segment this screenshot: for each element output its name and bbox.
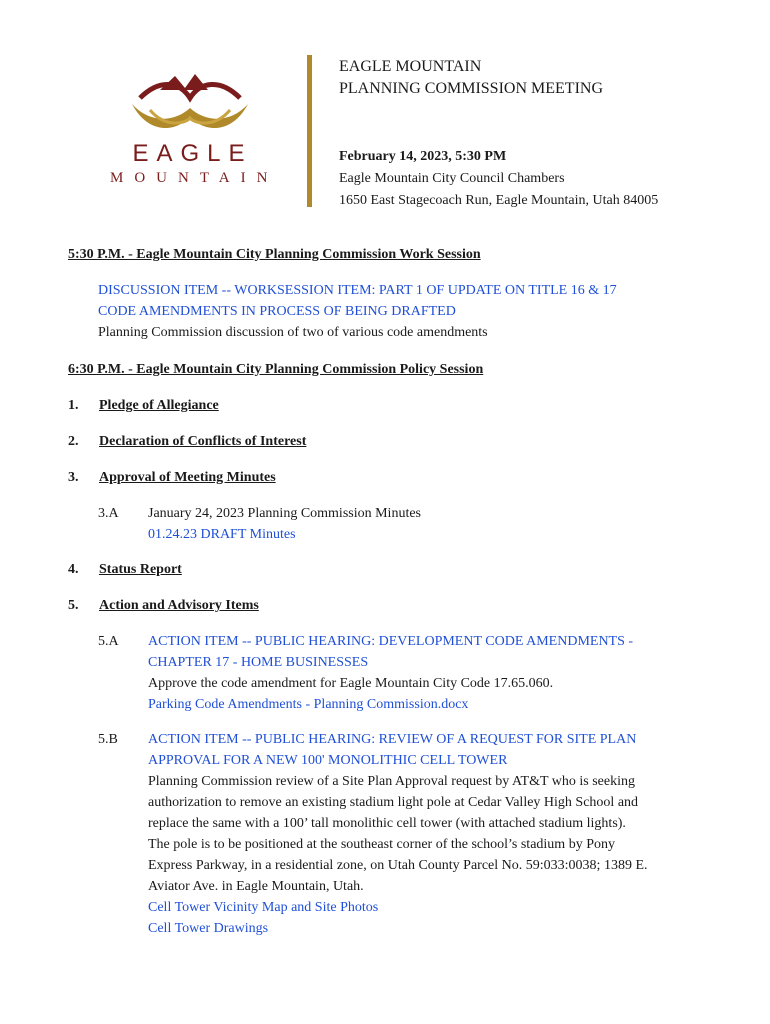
agenda-content: [68, 244, 708, 939]
agenda-subitem-5a: [98, 631, 708, 715]
meeting-date: February 14, 2023, 5:30 PM: [339, 149, 507, 164]
org-name: EAGLE MOUNTAIN: [339, 58, 482, 75]
agenda-item-3: [68, 467, 708, 489]
agenda-item-1: [68, 395, 708, 417]
policy-session-title: 6:30 P.M. - Eagle Mountain City Planning Commission Policy Session: [68, 362, 484, 377]
description-line: replace the same with a 100’ tall monolithic cell tower (with attached stadium lights).: [148, 816, 626, 831]
minutes-link[interactable]: 01.24.23 DRAFT Minutes: [148, 527, 296, 542]
description-line: Express Parkway, in a residential zone, on Utah County Parcel No. 59:033:0038; 1389 E.: [148, 858, 648, 873]
item-number: 4.: [68, 562, 79, 577]
action-link-line2[interactable]: APPROVAL FOR A NEW 100' MONOLITHIC CELL TOWER: [148, 753, 508, 768]
logo-word-mountain: MOUNTAIN: [110, 170, 279, 186]
header-divider: [307, 55, 312, 207]
description-line: Aviator Ave. in Eagle Mountain, Utah.: [148, 879, 364, 894]
meeting-address: 1650 East Stagecoach Run, Eagle Mountain, Utah 84005: [339, 193, 659, 208]
discussion-link-line2[interactable]: CODE AMENDMENTS IN PROCESS OF BEING DRAFTED: [98, 304, 456, 319]
action-item-link[interactable]: [148, 729, 708, 771]
discussion-description: Planning Commission discussion of two of various code amendments: [98, 325, 488, 340]
meeting-title: PLANNING COMMISSION MEETING: [339, 80, 603, 97]
vicinity-map-link[interactable]: Cell Tower Vicinity Map and Site Photos: [148, 900, 379, 915]
description-line: Planning Commission review of a Site Plan Approval request by AT&T who is seeking: [148, 774, 635, 789]
subitem-description: Approve the code amendment for Eagle Mountain City Code 17.65.060.: [148, 676, 554, 691]
item-number: 5.: [68, 598, 79, 613]
item-label: Status Report: [99, 562, 182, 577]
action-link-line1[interactable]: ACTION ITEM -- PUBLIC HEARING: REVIEW OF A REQUEST FOR SITE PLAN: [148, 732, 637, 747]
item-label: Action and Advisory Items: [99, 598, 259, 613]
eagle-emblem-icon: [130, 68, 250, 138]
work-session-title: 5:30 P.M. - Eagle Mountain City Planning Commission Work Session: [68, 247, 481, 262]
subitem-code: 5.B: [98, 732, 118, 747]
item-number: 1.: [68, 398, 79, 413]
discussion-link-line1[interactable]: DISCUSSION ITEM -- WORKSESSION ITEM: PART 1 OF UPDATE ON TITLE 16 & 17: [98, 283, 617, 298]
item-label: Pledge of Allegiance: [99, 398, 219, 413]
meeting-venue: Eagle Mountain City Council Chambers: [339, 171, 565, 186]
subitem-description: [148, 771, 708, 897]
subitem-code: 3.A: [98, 506, 119, 521]
item-label: Declaration of Conflicts of Interest: [99, 434, 307, 449]
agenda-subitem-3a: [98, 503, 708, 545]
agenda-subitem-5b: [98, 729, 708, 939]
meeting-header: [339, 56, 603, 100]
subitem-text: January 24, 2023 Planning Commission Minutes: [148, 506, 421, 521]
agenda-item-4: [68, 559, 708, 581]
description-line: The pole is to be positioned at the southeast corner of the school’s stadium by Pony: [148, 837, 615, 852]
subitem-code: 5.A: [98, 634, 119, 649]
item-number: 3.: [68, 470, 79, 485]
logo-word-eagle: EAGLE: [132, 140, 253, 167]
attachment-link[interactable]: Parking Code Amendments - Planning Commission.docx: [148, 697, 469, 712]
item-label: Approval of Meeting Minutes: [99, 470, 276, 485]
discussion-item: [98, 280, 708, 343]
agenda-item-2: [68, 431, 708, 453]
agenda-item-5: [68, 595, 708, 617]
discussion-item-link[interactable]: [98, 280, 708, 322]
meeting-meta: [339, 146, 658, 212]
action-link-line1[interactable]: ACTION ITEM -- PUBLIC HEARING: DEVELOPMENT CODE AMENDMENTS -: [148, 634, 634, 649]
drawings-link[interactable]: Cell Tower Drawings: [148, 921, 269, 936]
description-line: authorization to remove an existing stadium light pole at Cedar Valley High School and: [148, 795, 639, 810]
eagle-mountain-logo: [100, 60, 279, 190]
action-item-link[interactable]: [148, 631, 708, 673]
item-number: 2.: [68, 434, 79, 449]
action-link-line2[interactable]: CHAPTER 17 - HOME BUSINESSES: [148, 655, 369, 670]
